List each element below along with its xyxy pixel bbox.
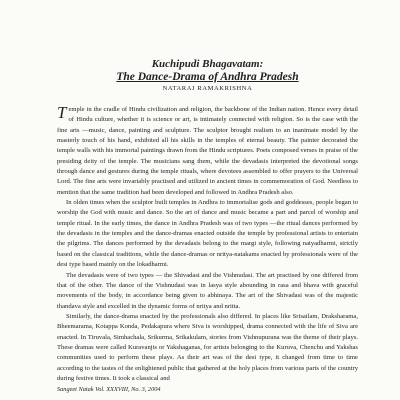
paragraph-4: Similarly, the dance-drama enacted by the professionals also differed. In places like Srisailam, Draksharama, Bheemarama, Kotappa Konda, Pedakapura where Siva is worshipped, drama connected with the life of Siva are enacted. In Tiruvala, Simhachala, Srikurma, Srikakulam, stories from Vishnupurana was the theme of their plays. These dramas were called Kuravanjis or Yakshaganas, for artists belonging to the Kuruva, Chenchu and Yakshas communities used to perform these plays. As their art was of the desi type, it changed from time to time according to the tastes of the enlightened public that gathered at the holy places from various parts of the country during festive times. It took a classical and xyxy=(57,312,358,382)
article-author: NATARAJ RAMAKRISHNA xyxy=(162,85,253,92)
paragraph-2: In olden times when the sculptor built temples in Andhra to immortalise gods and goddesses, people began to worship the God with music and dance. So the art of dance and music became a part and parcel of worship and temple ritual. In the early times, the dance in Andhra Pradesh was of two types —the ritual dances performed by the devadasis in the temples and the dance-dramas enacted outside the temple by professional artists to entertain the pilgrims. The dances performed by the devadasis belong to the margi style, following natyadharmi, strictly based on the classical traditions, while the dance-dramas or nritya-natakams enacted by professionals were of the desi type based mainly on the lokadharmi. xyxy=(57,199,358,269)
article-title: The Dance-Drama of Andhra Pradesh xyxy=(116,71,299,83)
drop-cap: T xyxy=(57,103,67,122)
paragraph-1-text: emple in the cradle of Hindu civilization and religion, the backbone of the Indian nation. Hence every detail of Hindu culture, whether it is science or art, is intimately connected with religion. So is the case with the fine arts —music, dance, painting and sculpture. The sculptor brought realism to an inanimate model by the masterly touch of his hand, exhibited all his skills in the temples of eternal beauty. The painter decorated the temple walls with his immortal paintings drawn from the Hindu scriptures. Poets composed verses in praise of the presiding deity of the temple. The musicians sang them, while the devadasis interpreted the devotional songs through dance and gestures during the temple rituals, where devotees assembled to offer prayers to the Universal Lord. The fine arts were invariably practised and utilized in ancient times in commemoration of God. Needless to mention that the same tradition had been developed and followed in Andhra Pradesh also. xyxy=(57,106,358,196)
journal-footer: Sangeet Natak Vol. XXXVIII, No. 3, 2004 xyxy=(57,386,161,393)
article-header xyxy=(57,58,358,93)
paragraph-3: The devadasis were of two types — the Shivadasi and the Vishnudasi. The art practised by one differed from that of the other. The dance of the Vishnudasi was in lasya style abounding in rasa and bhava with graceful movements of the body, in accordance being given to abhinaya. The art of the Shivadasi was of the majestic thandava style and excelled in the dynamic forms of nritya and nritta. xyxy=(57,271,358,310)
article-body xyxy=(57,105,358,384)
article-kicker: Kuchipudi Bhagavatam: xyxy=(151,58,264,70)
paragraph-1 xyxy=(57,105,358,198)
